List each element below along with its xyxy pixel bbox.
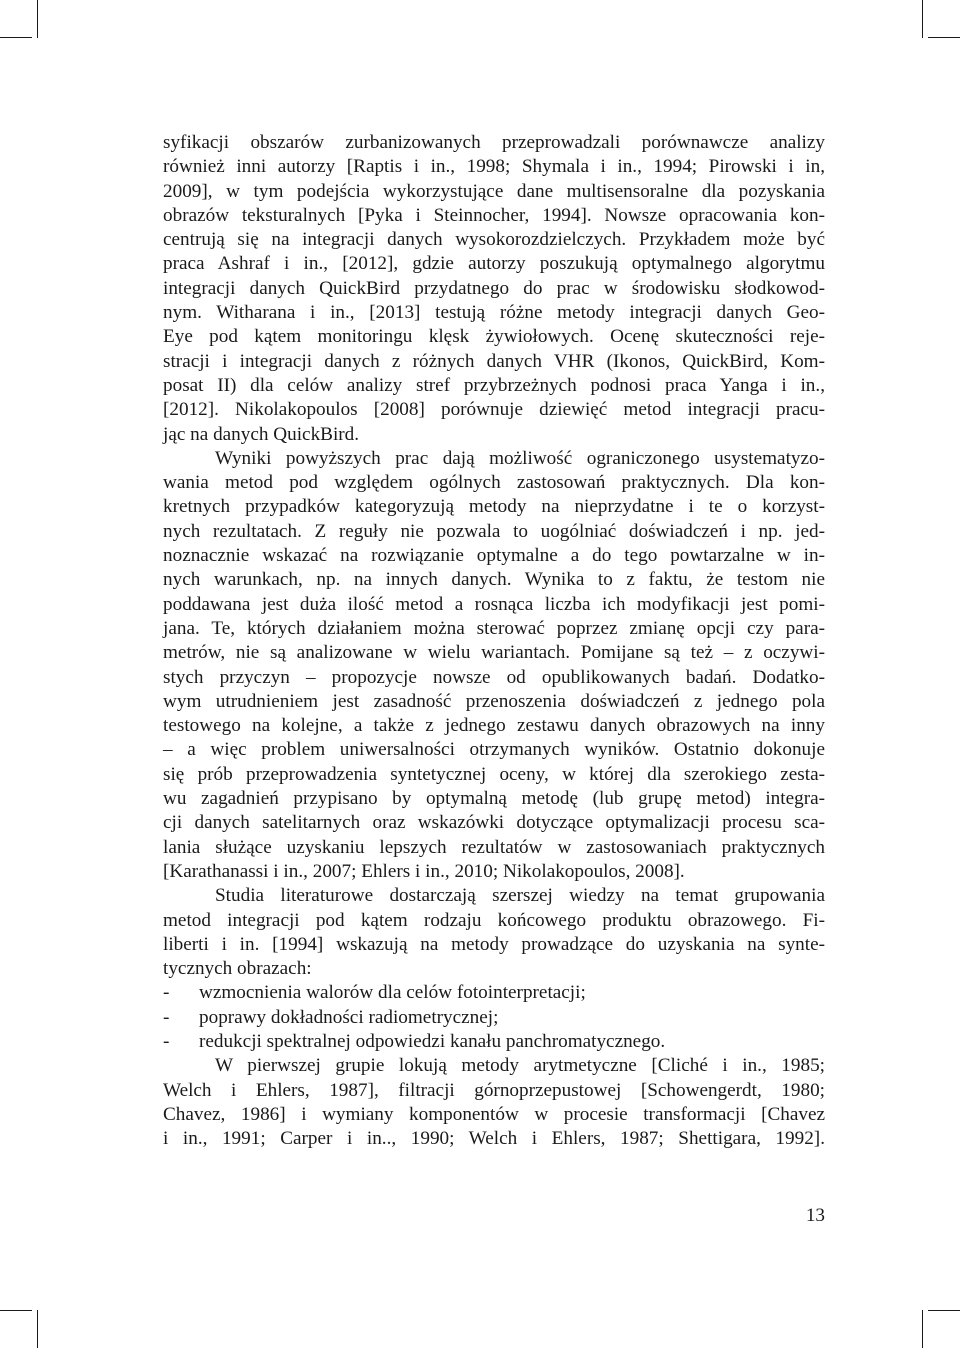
crop-mark-top-right: [922, 0, 923, 38]
crop-mark-bottom-right: [922, 1310, 923, 1348]
list-dash: -: [163, 1006, 170, 1028]
text-line: jąc na danych QuickBird.: [163, 423, 360, 445]
text-line: nych rezultatach. Z reguły nie pozwala to uogólniać doświadczeń i np. jed-: [163, 520, 825, 542]
text-line: kretnych przypadków kategoryzują metody na nieprzydatne i te o korzyst-: [163, 496, 825, 518]
body-text: [163, 131, 825, 1151]
text-line: stracji i integracji danych z różnych danych VHR (Ikonos, QuickBird, Kom-: [163, 350, 825, 372]
text-line: cji danych satelitarnych oraz wskazówki dotyczące optymalizacji procesu sca-: [163, 812, 825, 834]
text-line: Eye pod kątem monitoringu klęsk żywiołowych. Ocenę skuteczności reje-: [163, 326, 825, 348]
crop-mark-top-left-horizontal: [0, 37, 32, 38]
list-item: [163, 1030, 825, 1054]
list-item: [163, 1006, 825, 1030]
text-line: się prób przeprowadzenia syntetycznej oceny, w której dla szerokiego zesta-: [163, 763, 825, 785]
crop-mark-bottom-left-horizontal: [0, 1310, 32, 1311]
list-item-text: poprawy dokładności radiometrycznej;: [199, 1006, 499, 1028]
crop-mark-top-right-horizontal: [928, 37, 960, 38]
paragraph-first-line: Wyniki powyższych prac dają możliwość ograniczonego usystematyzo-: [215, 447, 825, 469]
text-line: jana. Te, których działaniem można sterować poprzez zmianę opcji czy para-: [163, 617, 825, 639]
text-line: integracji danych QuickBird przydatnego do prac w środowisku słodkowod-: [163, 277, 825, 299]
paragraph-first-line: Studia literaturowe dostarczają szerszej wiedzy na temat grupowania: [215, 885, 825, 907]
paragraph-first-line: W pierwszej grupie lokują metody arytmetyczne [Cliché i in., 1985;: [215, 1055, 825, 1077]
text-line: Welch i Ehlers, 1987], filtracji górnoprzepustowej [Schowengerdt, 1980;: [163, 1079, 825, 1101]
list-item-text: redukcji spektralnej odpowiedzi kanału panchromatycznego.: [199, 1030, 666, 1052]
text-line: metod integracji pod kątem rodzaju końcowego produktu obrazowego. Fi-: [163, 909, 825, 931]
text-line: wania metod pod względem ogólnych zastosowań praktycznych. Dla kon-: [163, 472, 825, 494]
text-line: wu zagadnień przypisano by optymalną metodę (lub grupę metod) integra-: [163, 788, 825, 810]
page-number: 13: [805, 1205, 825, 1226]
crop-mark-top-left: [37, 0, 38, 38]
text-line: nym. Witharana i in., [2013] testują różne metody integracji danych Geo-: [163, 302, 825, 324]
text-line: i in., 1991; Carper i in.., 1990; Welch i Ehlers, 1987; Shettigara, 1992].: [163, 1128, 825, 1150]
list-dash: -: [163, 1030, 170, 1052]
text-line: stych przyczyn – propozycje nowsze od opublikowanych badań. Dodatko-: [163, 666, 825, 688]
text-line: noznacznie wskazać na rozwiązanie optymalne a do tego powtarzalne w in-: [163, 545, 825, 567]
text-line: liberti i in. [1994] wskazują na metody prowadzące do uzyskania na synte-: [163, 933, 825, 955]
text-line: praca Ashraf i in., [2012], gdzie autorzy poszukują optymalnego algorytmu: [163, 253, 825, 275]
text-line: również inni autorzy [Raptis i in., 1998; Shymala i in., 1994; Pirowski i in,: [163, 156, 825, 178]
text-line: Chavez, 1986] i wymiany komponentów w procesie transformacji [Chavez: [163, 1103, 825, 1125]
text-line: centrują się na integracji danych wysokorozdzielczych. Przykładem może być: [163, 229, 825, 251]
list-dash: -: [163, 982, 170, 1004]
text-line: nych warunkach, np. na innych danych. Wynika to z faktu, że testom nie: [163, 569, 825, 591]
text-line: obrazów teksturalnych [Pyka i Steinnocher, 1994]. Nowsze opracowania kon-: [163, 204, 825, 226]
text-line: syfikacji obszarów zurbanizowanych przeprowadzali porównawcze analizy: [163, 132, 825, 153]
crop-mark-bottom-left: [37, 1310, 38, 1348]
text-line: metrów, nie są analizowane w wielu wariantach. Pomijane są też – z oczywi-: [163, 642, 825, 664]
list-item-text: wzmocnienia walorów dla celów fotointerpretacji;: [199, 982, 586, 1004]
crop-mark-bottom-right-horizontal: [928, 1310, 960, 1311]
text-line: [Karathanassi i in., 2007; Ehlers i in., 2010; Nikolakopoulos, 2008].: [163, 860, 685, 882]
list-item: [163, 981, 825, 1005]
text-line: – a więc problem uniwersalności otrzymanych wyników. Ostatnio dokonuje: [163, 739, 825, 761]
text-line: poddawana jest duża ilość metod a rosnąca liczba ich modyfikacji jest pomi-: [163, 593, 825, 615]
text-line: posat II) dla celów analizy stref przybrzeżnych podnosi praca Yanga i in.,: [163, 374, 825, 396]
text-line: tycznych obrazach:: [163, 958, 312, 980]
text-line: testowego na kolejne, a także z jednego zestawu danych obrazowych na inny: [163, 715, 825, 737]
text-line: wym utrudnieniem jest zasadność przenoszenia doświadczeń z jednego pola: [163, 690, 825, 712]
text-line: lania służące uzyskaniu lepszych rezultatów w zastosowaniach praktycznych: [163, 836, 825, 858]
text-line: 2009], w tym podejścia wykorzystujące dane multisensoralne dla pozyskania: [163, 180, 825, 202]
text-line: [2012]. Nikolakopoulos [2008] porównuje dziewięć metod integracji pracu-: [163, 399, 825, 421]
